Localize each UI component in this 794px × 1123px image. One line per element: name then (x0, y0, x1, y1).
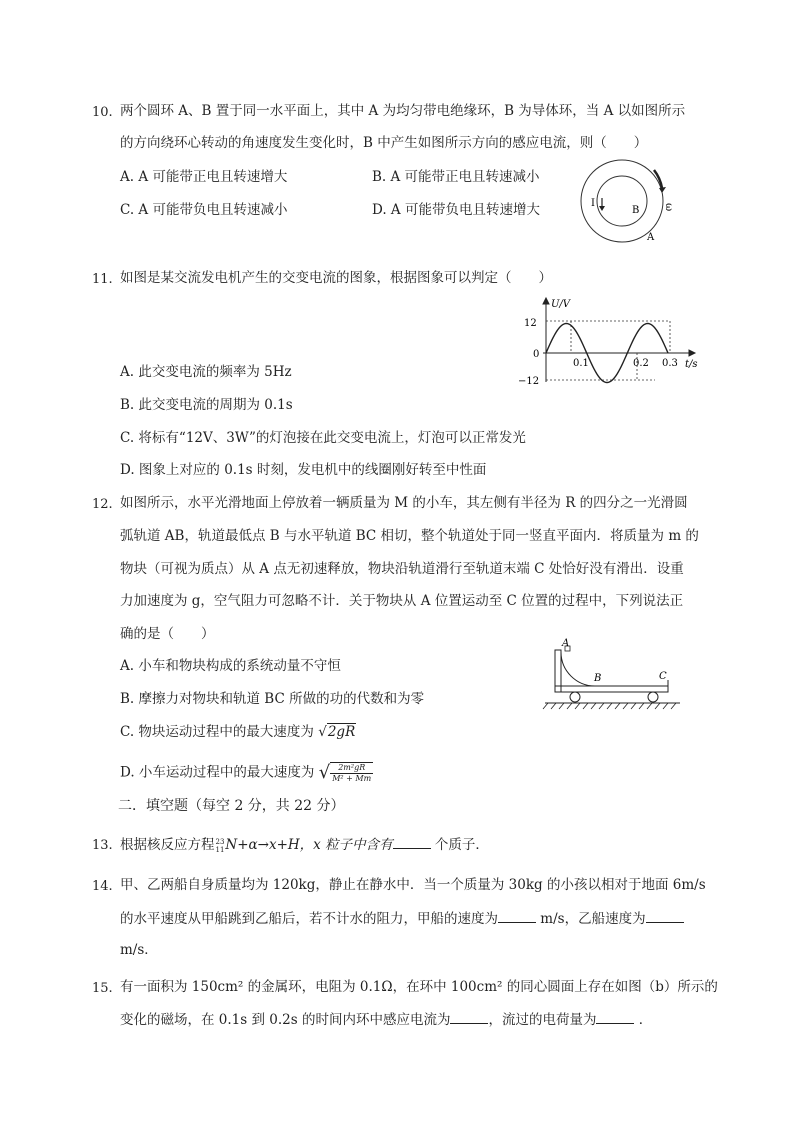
q12-number: 12. (92, 497, 113, 512)
q12-stem-line5: 确的是（ ） (120, 626, 215, 642)
section-2-heading: 二．填空题（每空 2 分，共 22 分） (118, 798, 345, 814)
q15-stem-line2 (120, 1009, 652, 1030)
q11-ytick-0: 0 (533, 349, 540, 360)
q15-stem-line1: 有一面积为 150cm² 的金属环，电阻为 0.1Ω，在环中 100cm² 的同心圆面上存在如图（b）所示的 (120, 979, 718, 995)
q12-cart-figure (540, 636, 690, 714)
q12-formula-d-numerator: 2m²gR (330, 763, 373, 774)
q15-number: 15. (92, 981, 113, 996)
q12-label-a: A (562, 638, 570, 649)
q11-option-a: A. 此交变电流的频率为 5Hz (120, 364, 292, 380)
q14-answer-blank-2[interactable] (646, 908, 684, 923)
q10-option-c: C. A 可能带负电且转速减小 (120, 202, 288, 218)
q10-stem-line1: 两个圆环 A、B 置于同一水平面上，其中 A 为均匀带电绝缘环，B 为导体环，当 A 以如图所示 (120, 103, 686, 119)
q10-label-i: I (591, 198, 595, 209)
q14-stem-line3: m/s． (120, 942, 158, 958)
q12-option-d (120, 762, 373, 784)
q10-option-d: D. A 可能带负电且转速增大 (372, 202, 540, 218)
q12-formula-d: √ $\frac{\text{2m²gR}}{\text{M² + Mm}}$ (318, 762, 372, 783)
q13-stem (120, 834, 489, 855)
q10-label-b: B (632, 205, 640, 216)
q14-line2-b: m/s，乙船速度为 (540, 911, 646, 927)
q12-stem-line4: 力加速度为 g，空气阻力可忽略不计．关于物块从 A 位置运动至 C 位置的过程中，下列说法正 (120, 593, 684, 609)
q11-option-c: C. 将标有“12V、3W”的灯泡接在此交变电流上，灯泡可以正常发光 (120, 430, 526, 446)
q15-line2-c: ． (638, 1012, 653, 1028)
q12-option-c (120, 722, 356, 742)
q15-answer-blank-2[interactable] (596, 1009, 634, 1024)
q14-stem-line1: 甲、乙两船自身质量均为 120kg，静止在静水中．当一个质量为 30kg 的小孩以相对于地面 6m/s (120, 877, 706, 893)
q12-stem-line1: 如图所示，水平光滑地面上停放着一辆质量为 M 的小车，其左侧有半径为 R 的四分之一光滑圆 (120, 495, 688, 511)
q12-formula-d-denominator: M² + Mm (332, 774, 372, 783)
q15-answer-blank-1[interactable] (450, 1009, 488, 1024)
q11-ytick-12: 12 (524, 318, 537, 329)
q13-answer-blank[interactable] (393, 834, 431, 849)
q11-xtick-01: 0.1 (573, 358, 589, 369)
q13-mass-number: 23 (215, 837, 225, 846)
q14-line2-a: 的水平速度从甲船跳到乙船后，若不计水的阻力，甲船的速度为 (120, 911, 498, 927)
q12-option-d-text: D. 小车运动过程中的最大速度为 (120, 764, 315, 781)
q11-stem: 如图是某交流发电机产生的交变电流的图象，根据图象可以判定（ ） (120, 270, 552, 286)
q12-option-a: A. 小车和物块构成的系统动量不守恒 (120, 658, 341, 674)
q10-label-a: A (647, 232, 655, 243)
q11-option-d: D. 图象上对应的 0.1s 时刻，发电机中的线圈刚好转至中性面 (120, 462, 487, 478)
q13-equation: N+α→x+H，x 粒子中含有 (225, 837, 393, 853)
q11-option-b: B. 此交变电流的周期为 0.1s (120, 397, 293, 413)
q10-option-b: B. A 可能带正电且转速减小 (372, 169, 540, 185)
q13-number: 13. (92, 838, 113, 853)
q11-xlabel: t/s (685, 359, 698, 370)
q10-number: 10. (92, 105, 113, 120)
q12-option-c-text: C. 物块运动过程中的最大速度为 (120, 724, 314, 740)
q10-label-omega: ω (663, 203, 674, 212)
q12-formula-c: √2gR (318, 724, 356, 740)
q11-xtick-02: 0.2 (633, 358, 649, 369)
q12-stem-line2: 弧轨道 AB，轨道最低点 B 与水平轨道 BC 相切，整个轨道处于同一竖直平面内．将质量为 m 的 (120, 528, 699, 544)
q15-line2-a: 变化的磁场，在 0.1s 到 0.2s 的时间内环中感应电流为 (120, 1012, 451, 1028)
q11-ac-chart (515, 296, 705, 388)
q13-pre: 根据核反应方程 (120, 837, 215, 853)
q10-option-a: A. A 可能带正电且转速增大 (120, 169, 288, 185)
q13-atomic-number: 11 (215, 845, 225, 854)
q13-nuclide (216, 838, 225, 854)
q12-label-b: B (594, 673, 602, 684)
q11-ytick-neg12: −12 (518, 376, 540, 387)
q14-number: 14. (92, 879, 113, 894)
q11-xtick-03: 0.3 (662, 358, 678, 369)
q14-answer-blank-1[interactable] (498, 908, 536, 923)
q11-number: 11. (92, 272, 113, 287)
q14-stem-line2 (120, 908, 684, 929)
q11-ylabel: U/V (551, 299, 571, 310)
q10-stem-line2: 的方向绕环心转动的角速度发生变化时，B 中产生如图所示方向的感应电流，则（ ） (120, 135, 648, 151)
q15-line2-b: ，流过的电荷量为 (488, 1012, 597, 1028)
q13-post: 个质子． (434, 837, 489, 853)
q12-label-c: C (659, 671, 667, 682)
q12-option-b: B. 摩擦力对物块和轨道 BC 所做的功的代数和为零 (120, 691, 425, 707)
q12-formula-c-radicand: 2gR (327, 724, 356, 740)
q12-stem-line3: 物块（可视为质点）从 A 点无初速释放，物块沿轨道滑行至轨道末端 C 处恰好没有滑出．设重 (120, 561, 684, 577)
q10-ring-figure (570, 158, 682, 246)
